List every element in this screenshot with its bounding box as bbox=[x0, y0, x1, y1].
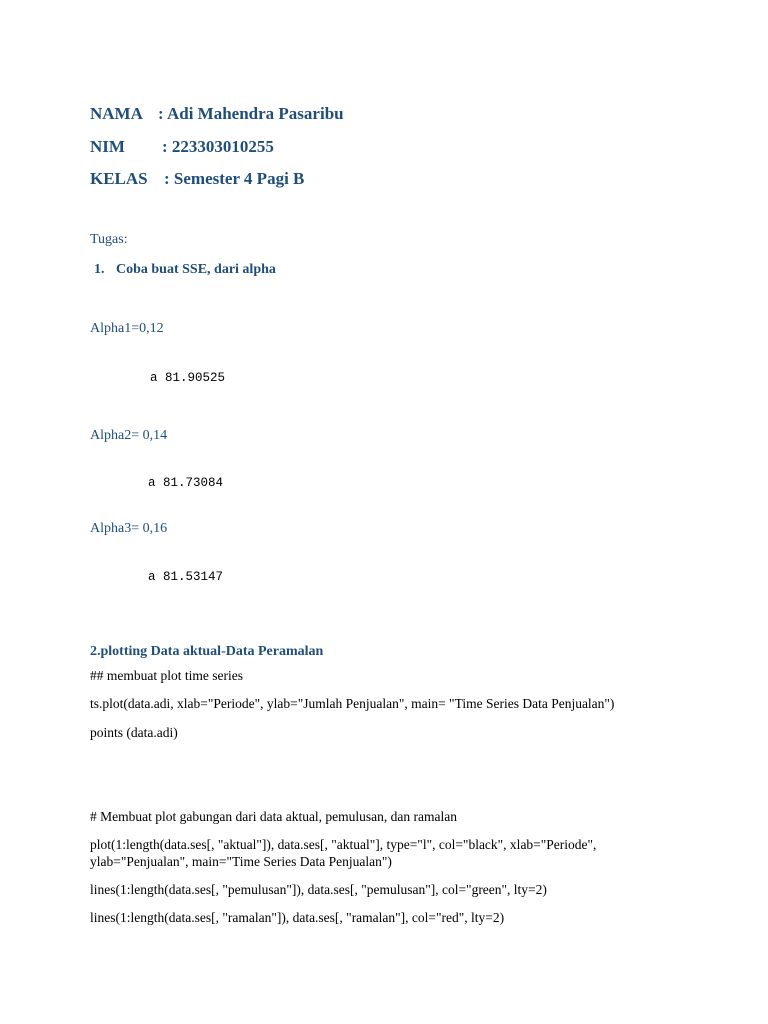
alpha1-output: a 81.90525 bbox=[150, 371, 226, 385]
code-plot-line2: ylab="Penjualan", main="Time Series Data Penjualan") bbox=[90, 854, 392, 869]
kelas-value: : Semester 4 Pagi B bbox=[164, 169, 305, 188]
nim-row bbox=[90, 137, 274, 157]
code-comment-combined: # Membuat plot gabungan dari data aktual, pemulusan, dan ramalan bbox=[90, 809, 458, 824]
nim-key: NIM bbox=[90, 137, 125, 156]
code-plot-line1: plot(1:length(data.ses[, "aktual"]), data.ses[, "aktual"], type="l", col="black", xlab="Periode", bbox=[90, 837, 597, 852]
alpha3-label: Alpha3= 0,16 bbox=[90, 521, 168, 536]
code-comment-timeseries: ## membuat plot time series bbox=[90, 668, 243, 683]
name-row bbox=[90, 104, 344, 124]
tugas-label: Tugas: bbox=[90, 232, 128, 247]
task2-heading: 2.plotting Data aktual-Data Peramalan bbox=[90, 644, 324, 659]
task1-number: 1. bbox=[94, 262, 105, 277]
name-value: : Adi Mahendra Pasaribu bbox=[158, 104, 344, 123]
code-ts-plot: ts.plot(data.adi, xlab="Periode", ylab="Jumlah Penjualan", main= "Time Series Data Penjualan") bbox=[90, 696, 615, 711]
code-points: points (data.adi) bbox=[90, 725, 178, 740]
task1-title: Coba buat SSE, dari alpha bbox=[116, 262, 276, 277]
kelas-row bbox=[90, 169, 305, 189]
task1-heading bbox=[94, 262, 276, 278]
alpha1-label: Alpha1=0,12 bbox=[90, 321, 164, 336]
code-lines-ramalan: lines(1:length(data.ses[, "ramalan"]), data.ses[, "ramalan"], col="red", lty=2) bbox=[90, 910, 505, 925]
alpha2-output: a 81.73084 bbox=[148, 476, 224, 490]
nim-value: : 223303010255 bbox=[162, 137, 274, 156]
alpha3-output: a 81.53147 bbox=[148, 570, 224, 584]
kelas-key: KELAS bbox=[90, 169, 148, 188]
code-lines-pemulusan: lines(1:length(data.ses[, "pemulusan"]), data.ses[, "pemulusan"], col="green", lty=2) bbox=[90, 882, 547, 897]
name-key: NAMA bbox=[90, 104, 143, 123]
alpha2-label: Alpha2= 0,14 bbox=[90, 428, 168, 443]
